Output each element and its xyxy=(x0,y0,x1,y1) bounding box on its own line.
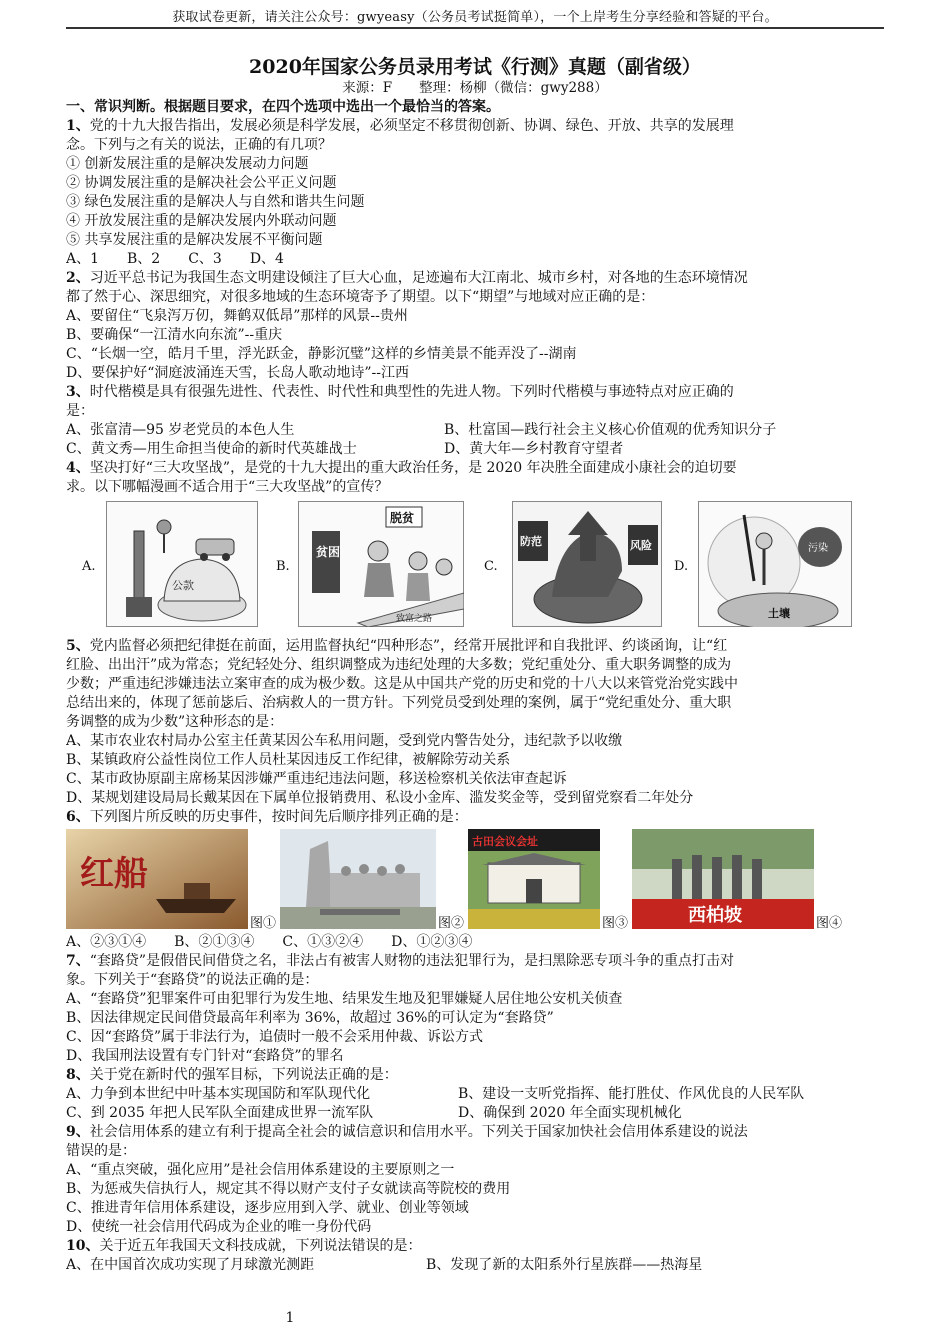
question-5-stem-cont: 总结出来的，体现了惩前毖后、治病救人的一贯方针。下列党员受到处理的案例，属于“党纪重处分、重大职 xyxy=(66,695,732,711)
question-1-item: ⑤ 共享发展注重的是解决发展不平衡问题 xyxy=(66,232,323,248)
question-7-stem-cont: 象。下列关于“套路贷”的说法正确的是： xyxy=(66,972,319,988)
question-3-options-row xyxy=(66,421,884,440)
cartoon-c-label: C. xyxy=(484,559,498,574)
question-7-option: A、“套路贷”犯罪案件可由犯罪行为发生地、结果发生地及犯罪嫌疑人居住地公安机关侦查 xyxy=(66,991,623,1007)
question-5-stem: 5、党内监督必须把纪律挺在前面，运用监督执纪“四种形态”，经常开展批评和自我批评、约谈函询，让“红 xyxy=(66,638,728,654)
question-3-option-a: A、张富清—95 岁老党员的本色人生 xyxy=(66,422,295,438)
figure-1-text: 红船 xyxy=(80,854,148,894)
question-4-stem: 4、坚决打好“三大攻坚战”，是党的十九大提出的重大政治任务，是 2020 年决胜全面建成小康社会的迫切要 xyxy=(66,460,737,476)
question-7-option: B、因法律规定民间借贷最高年利率为 36%，故超过 36%的可认定为“套路贷” xyxy=(66,1010,554,1026)
question-7-option: C、因“套路贷”属于非法行为，追债时一般不会采用仲裁、诉讼方式 xyxy=(66,1029,484,1045)
question-6-photos xyxy=(66,829,884,933)
question-9-option: A、“重点突破，强化应用”是社会信用体系建设的主要原则之一 xyxy=(66,1162,455,1178)
figure-3-image xyxy=(468,829,600,929)
page-title: 2020年国家公务员录用考试《行测》真题（副省级） xyxy=(249,56,701,78)
cartoon-d-text-0: 污染 xyxy=(808,543,828,554)
figure-4 xyxy=(632,829,814,929)
question-2-stem: 2、习近平总书记为我国生态文明建设倾注了巨大心血，足迹遍布大江南北、城市乡村，对各地的生态环境情况 xyxy=(66,270,748,286)
cartoon-d-label: D. xyxy=(674,559,689,574)
question-1-stem-cont: 念。下列与之有关的说法，正确的有几项？ xyxy=(66,137,332,153)
question-8-option-d: D、确保到 2020 年全面实现机械化 xyxy=(458,1105,682,1121)
question-1-options: A、1 B、2 C、3 D、4 xyxy=(66,251,284,267)
figure-3-label: 图③ xyxy=(602,916,629,931)
question-2-option: C、“长烟一空，皓月千里，浮光跃金，静影沉璧”这样的乡情美景不能弄没了--湖南 xyxy=(66,346,577,362)
cartoon-b-label: B. xyxy=(276,559,290,574)
question-2-stem-cont: 都了然于心、深思细究，对很多地域的生态环境寄予了期望。以下“期望”与地域对应正确的是： xyxy=(66,289,655,305)
question-9-stem-cont: 错误的是： xyxy=(66,1143,136,1159)
page-number: 1 xyxy=(285,1310,295,1326)
question-2-option: D、要保护好“洞庭波涌连天雪，长岛人歌动地诗”--江西 xyxy=(66,365,409,381)
cartoon-a-drawing xyxy=(106,501,258,627)
cartoon-b-text-0: 脱贫 xyxy=(390,511,415,525)
figure-1-image xyxy=(66,829,248,929)
questions-body xyxy=(66,98,884,1275)
question-2-option: A、要留住“飞泉泻万仞，舞鹤双低昂”那样的风景--贵州 xyxy=(66,308,408,324)
question-1-item: ② 协调发展注重的是解决社会公平正义问题 xyxy=(66,175,337,191)
cartoon-c-text-0: 防范 xyxy=(520,535,542,548)
question-3-stem-cont: 是： xyxy=(66,403,94,419)
section-heading: 一、常识判断。根据题目要求，在四个选项中选出一个最恰当的答案。 xyxy=(66,99,500,115)
question-1-item: ③ 绿色发展注重的是解决人与自然和谐共生问题 xyxy=(66,194,365,210)
question-8-option-a: A、力争到本世纪中叶基本实现国防和军队现代化 xyxy=(66,1086,371,1102)
question-3-option-c: C、黄文秀—用生命担当使命的新时代英雄战士 xyxy=(66,441,357,457)
question-4-cartoons xyxy=(66,501,884,633)
figure-3 xyxy=(468,829,600,929)
question-7-option: D、我国刑法设置有专门针对“套路贷”的罪名 xyxy=(66,1048,344,1064)
question-8-option-c: C、到 2035 年把人民军队全面建成世界一流军队 xyxy=(66,1105,374,1121)
question-5-option: C、某市政协原副主席杨某因涉嫌严重违纪违法问题，移送检察机关依法审查起诉 xyxy=(66,771,567,787)
header-notice: 获取试卷更新，请关注公众号：gwyeasy（公务员考试挺简单），一个上岸考生分享经验和答疑的平台。 xyxy=(172,10,778,25)
cartoon-b-text-1: 贫困 xyxy=(316,545,341,559)
question-6-stem: 6、下列图片所反映的历史事件，按时间先后顺序排列正确的是： xyxy=(66,809,468,825)
question-9-option: C、推进青年信用体系建设，逐步应用到入学、就业、创业等领域 xyxy=(66,1200,469,1216)
question-3-option-d: D、黄大年—乡村教育守望者 xyxy=(444,441,624,457)
cartoon-d-text-1: 土壤 xyxy=(768,607,790,620)
question-1-stem: 1、党的十九大报告指出，发展必须是科学发展，必须坚定不移贯彻创新、协调、绿色、开放、共享的发展理 xyxy=(66,118,734,134)
question-5-stem-cont: 红脸、出出汗”成为常态；党纪轻处分、组织调整成为违纪处理的大多数；党纪重处分、重大职务调整的成为 xyxy=(66,657,732,673)
cartoon-c-drawing xyxy=(512,501,662,627)
cartoon-d-drawing xyxy=(698,501,852,627)
question-3-option-b: B、杜富国—践行社会主义核心价值观的优秀知识分子 xyxy=(444,422,777,438)
figure-2 xyxy=(280,829,436,929)
question-1-item: ④ 开放发展注重的是解决发展内外联动问题 xyxy=(66,213,337,229)
cartoon-a-label: A. xyxy=(82,559,96,574)
question-8-stem: 8、关于党在新时代的强军目标，下列说法正确的是： xyxy=(66,1067,398,1083)
figure-1 xyxy=(66,829,248,929)
question-8-options-row xyxy=(66,1104,884,1123)
figure-1-label: 图① xyxy=(250,916,277,931)
question-8-options-row xyxy=(66,1085,884,1104)
question-8-option-b: B、建设一支听党指挥、能打胜仗、作风优良的人民军队 xyxy=(458,1086,805,1102)
cartoon-c-text-1: 风险 xyxy=(630,539,652,552)
cartoon-b xyxy=(276,501,466,627)
figure-3-text: 古田会议会址 xyxy=(472,835,538,848)
question-3-options-row xyxy=(66,440,884,459)
question-9-option: D、使统一社会信用代码成为企业的唯一身份代码 xyxy=(66,1219,372,1235)
figure-4-label: 图④ xyxy=(816,916,843,931)
question-10-options-row xyxy=(66,1256,884,1275)
figure-2-label: 图② xyxy=(438,916,465,931)
source-line: 来源：F 整理：杨柳（微信：gwy288） xyxy=(342,80,608,96)
question-4-stem-cont: 求。以下哪幅漫画不适合用于“三大攻坚战”的宣传？ xyxy=(66,479,389,495)
question-1-item: ① 创新发展注重的是解决发展动力问题 xyxy=(66,156,309,172)
question-5-option: D、某规划建设局局长戴某因在下属单位报销费用、私设小金库、滥发奖金等，受到留党察看二年处分 xyxy=(66,790,694,806)
cartoon-c xyxy=(484,501,664,627)
question-5-stem-cont: 少数；严重违纪涉嫌违法立案审查的成为极少数。这是从中国共产党的历史和党的十八大以来管党治党实践中 xyxy=(66,676,738,692)
cartoon-a-text: 公款 xyxy=(172,579,194,592)
cartoon-d xyxy=(674,501,856,627)
figure-4-text: 西柏坡 xyxy=(688,905,742,926)
question-5-stem-cont: 务调整的成为少数”这种形态的是： xyxy=(66,714,284,730)
question-10-option-a: A、在中国首次成功实现了月球激光测距 xyxy=(66,1257,315,1273)
question-9-option: B、为惩戒失信执行人，规定其不得以财产支付子女就读高等院校的费用 xyxy=(66,1181,511,1197)
header-divider xyxy=(66,27,884,29)
question-6-options: A、②③①④ B、②①③④ C、①③②④ D、①②③④ xyxy=(66,934,473,950)
figure-2-image xyxy=(280,829,436,929)
question-3-stem: 3、时代楷模是具有很强先进性、代表性、时代性和典型性的先进人物。下列时代楷模与事迹特点对应正确的 xyxy=(66,384,734,400)
figure-4-image xyxy=(632,829,814,929)
question-5-option: B、某镇政府公益性岗位工作人员杜某因违反工作纪律，被解除劳动关系 xyxy=(66,752,511,768)
cartoon-a xyxy=(82,501,260,627)
question-5-option: A、某市农业农村局办公室主任黄某因公车私用问题，受到党内警告处分，违纪款予以收缴 xyxy=(66,733,623,749)
cartoon-b-text-2: 致富之路 xyxy=(396,614,433,624)
question-10-option-b: B、发现了新的太阳系外行星族群——热海星 xyxy=(426,1257,703,1273)
cartoon-b-drawing xyxy=(298,501,464,627)
question-10-stem: 10、关于近五年我国天文科技成就，下列说法错误的是： xyxy=(66,1238,422,1254)
question-2-option: B、要确保“一江清水向东流”--重庆 xyxy=(66,327,283,343)
question-7-stem: 7、“套路贷”是假借民间借贷之名，非法占有被害人财物的违法犯罪行为，是扫黑除恶专项斗争的重点打击对 xyxy=(66,953,735,969)
question-9-stem: 9、社会信用体系的建立有利于提高全社会的诚信意识和信用水平。下列关于国家加快社会信用体系建设的说法 xyxy=(66,1124,748,1140)
